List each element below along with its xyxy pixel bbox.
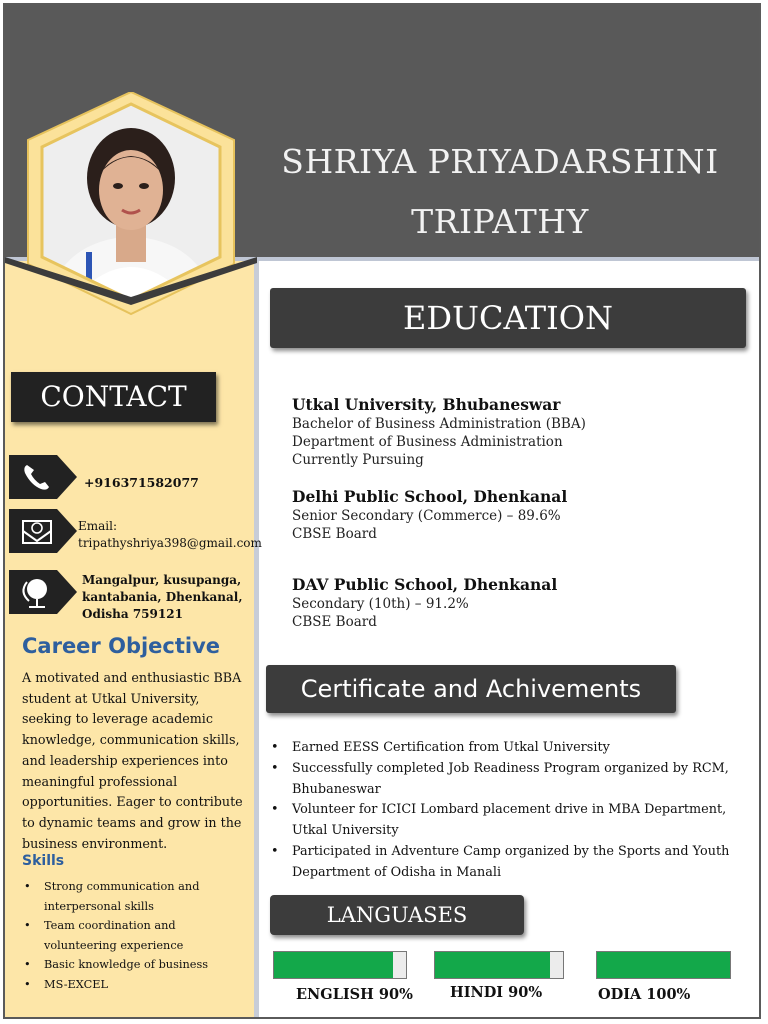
- education-detail: CBSE Board: [292, 526, 377, 542]
- skills-list: [22, 877, 242, 994]
- language-label-english: ENGLISH 90%: [296, 986, 413, 1003]
- skill-item: • MS-EXCEL: [22, 975, 242, 995]
- language-bar-fill: [597, 952, 730, 978]
- email-address[interactable]: tripathyshriya398@gmail.com: [78, 536, 262, 550]
- education-detail: Senior Secondary (Commerce) – 89.6%: [292, 508, 561, 524]
- institution-name: DAV Public School, Dhenkanal: [292, 575, 558, 594]
- education-detail: Bachelor of Business Administration (BBA): [292, 416, 586, 432]
- address-line-2: kantabania, Dhenkanal,: [82, 590, 243, 604]
- education-heading: EDUCATION: [270, 288, 746, 348]
- phone-number[interactable]: +916371582077: [84, 475, 199, 490]
- address-block: [82, 572, 243, 623]
- education-detail: CBSE Board: [292, 614, 377, 630]
- certificates-list: [270, 738, 750, 884]
- certificate-item: • Successfully completed Job Readiness Program organized by RCM, Bhubaneswar: [270, 759, 750, 801]
- language-bar-english: [273, 951, 407, 979]
- photo-arrow-decoration: [5, 257, 257, 307]
- address-line-1: Mangalpur, kusupanga,: [82, 573, 242, 587]
- language-label-hindi: HINDI 90%: [450, 984, 543, 1001]
- certificate-item: • Volunteer for ICICI Lombard placement drive in MBA Department, Utkal University: [270, 800, 750, 842]
- skill-item: • Strong communication and interpersonal skills: [22, 877, 242, 916]
- career-objective-heading: Career Objective: [22, 634, 221, 658]
- education-entry: [292, 487, 567, 543]
- name-line-1: SHRIYA PRIYADARSHINI: [281, 142, 719, 181]
- applicant-name: [270, 132, 730, 252]
- career-objective-text: A motivated and enthusiastic BBA student at Utkal University, seeking to leverage academic knowledge, communication skills, and leadership experiences into meaningful professional opportunities. Eager to contribute to dynamic teams and grow in the business environment.: [22, 670, 243, 851]
- education-detail: Currently Pursuing: [292, 452, 424, 468]
- globe-icon: [9, 570, 77, 614]
- skills-heading: Skills: [22, 853, 65, 869]
- language-bar-fill: [435, 952, 550, 978]
- contact-heading: CONTACT: [11, 372, 216, 422]
- education-detail: Department of Business Administration: [292, 434, 563, 450]
- language-bar-hindi: [434, 951, 564, 979]
- name-line-2: TRIPATHY: [411, 202, 589, 241]
- email-label: Email:: [78, 519, 118, 533]
- education-entry: [292, 395, 586, 469]
- email-icon: [9, 509, 77, 553]
- certificates-heading: Certificate and Achivements: [266, 665, 676, 713]
- language-bar-fill: [274, 952, 393, 978]
- skill-item: • Basic knowledge of business: [22, 955, 242, 975]
- phone-icon: [9, 455, 77, 499]
- skill-item: • Team coordination and volunteering experience: [22, 916, 242, 955]
- language-bar-odia: [596, 951, 731, 979]
- email-block: [78, 518, 262, 552]
- education-detail: Secondary (10th) – 91.2%: [292, 596, 469, 612]
- language-label-odia: ODIA 100%: [598, 986, 691, 1003]
- institution-name: Utkal University, Bhubaneswar: [292, 395, 561, 414]
- certificate-item: • Participated in Adventure Camp organized by the Sports and Youth Department of Odisha in Manali: [270, 842, 750, 884]
- languages-heading: LANGUASES: [270, 895, 524, 935]
- address-line-3: Odisha 759121: [82, 607, 183, 621]
- institution-name: Delhi Public School, Dhenkanal: [292, 487, 568, 506]
- certificate-item: • Earned EESS Certification from Utkal University: [270, 738, 750, 759]
- education-entry: [292, 575, 557, 631]
